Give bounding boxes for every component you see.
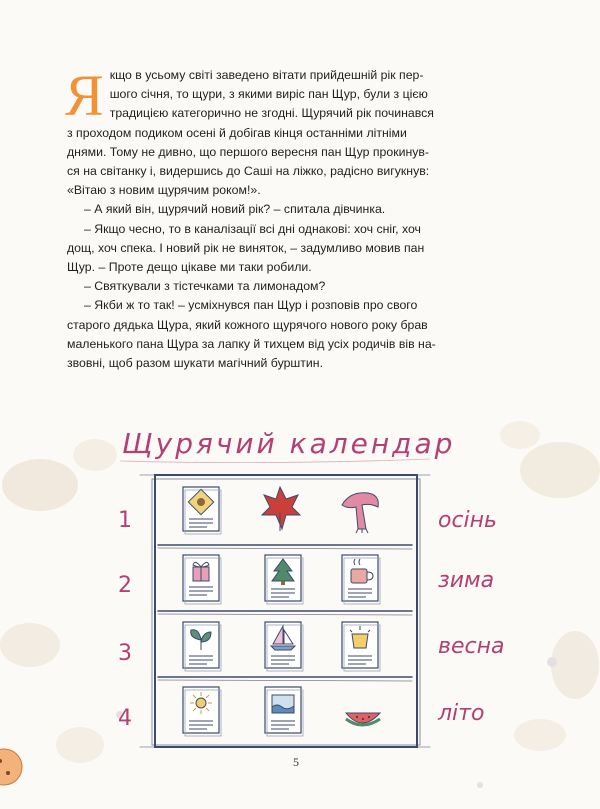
paragraph-5 [67, 296, 537, 373]
maple-leaf-icon [262, 487, 300, 531]
calendar-card [265, 687, 303, 736]
row-number: 3 [118, 641, 132, 666]
text-line: дощ, хоч спека. І новий рік не виняток, – задумливо мовив пан [67, 240, 425, 255]
calendar-card [265, 555, 303, 604]
calendar-card [183, 555, 221, 604]
text-line: з проходом подиком осені й добігав кінця останніми літніми [67, 125, 407, 140]
calendar-card [342, 555, 380, 604]
calendar-card [265, 622, 303, 671]
text-line: традицією категорично не згодні. Щурячий рік починався [109, 106, 434, 121]
sea-icon [272, 695, 294, 713]
paragraph-2: – А який він, щурячий новий рік? – спитала дівчинка. [84, 202, 386, 217]
drop-cap: Я [65, 63, 104, 128]
text-line: – Якщо чесно, то в каналізації всі дні однакові: хоч сніг, хоч [84, 221, 421, 236]
story-text [65, 63, 537, 373]
row-number: 1 [118, 508, 132, 533]
calendar-card [183, 622, 221, 671]
text-line: шого січня, то щури, з якими виріс пан Щур, були з цією [109, 87, 428, 102]
paragraph-3 [67, 220, 537, 278]
text-line: «Вітаю з новим щурячим роком!». [67, 183, 261, 198]
text-line: Щур. – Проте дещо цікаве ми таки робили. [67, 260, 312, 275]
calendar-card [346, 713, 380, 725]
season-label: весна [438, 634, 505, 659]
text-line: ся на світанку і, видершись до Саші на ліжко, радісно вигукнув: [67, 164, 430, 179]
sun-icon [190, 692, 212, 714]
text-line: старого дядька Щура, який кожного щурячого нового року брав [67, 317, 428, 332]
page-number: 5 [293, 755, 299, 769]
season-label: зима [438, 568, 495, 593]
season-label: осінь [438, 508, 498, 533]
text-line: днями. Тому не дивно, що першого вересня пан Щур прокинув- [67, 144, 430, 159]
text-line: маленького пана Щура за лапку й тихцем від усіх родичів вів на- [67, 336, 436, 351]
text-line: кщо в усьому світі заведено вітати прийдешній рік пер- [109, 68, 424, 82]
season-label: літо [438, 701, 485, 726]
season-labels [437, 508, 504, 726]
row-number: 2 [118, 573, 132, 598]
calendar-title: Щурячий календар [122, 427, 456, 460]
calendar-card [342, 493, 378, 533]
text-line: – Якби ж то так! – усміхнувся пан Щур і розповів про свого [84, 298, 418, 313]
calendar-card [183, 687, 221, 736]
calendar-card [342, 622, 380, 671]
paragraph-1 [65, 63, 537, 200]
paragraph-4: – Святкували з тістечками та лимонадом? [84, 279, 326, 294]
calendar-card [183, 487, 221, 534]
calendar-illustration [0, 415, 600, 809]
row-number: 4 [118, 706, 132, 731]
row-numbers [118, 508, 132, 731]
scarf-icon [342, 493, 378, 533]
calendar-card [262, 487, 300, 531]
text-line: звовні, щоб разом шукати магічний бурштин. [67, 356, 323, 371]
watermelon-icon [346, 713, 380, 725]
cookie-decoration [0, 749, 22, 785]
